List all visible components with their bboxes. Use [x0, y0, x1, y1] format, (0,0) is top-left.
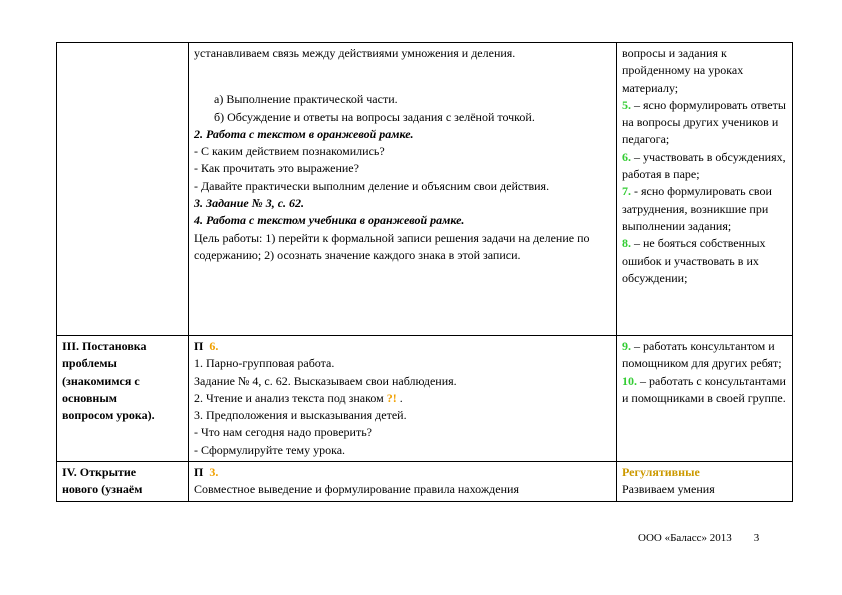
stage-title-line: вопросом урока). [62, 408, 155, 423]
footer-publisher: ООО «Баласс» 2013 [638, 532, 732, 544]
skill-text: – работать с консультантами и помощниками в своей группе. [622, 373, 786, 405]
stage-title-line: (знакомимся с [62, 373, 140, 388]
stage-title-line: нового (узнаём [62, 482, 143, 497]
stage-title-line: проблемы [62, 356, 117, 371]
page-footer [638, 532, 759, 544]
skill-text: – работать консультантом и помощником для других ребят; [622, 339, 782, 371]
skill-number: 5. [622, 97, 631, 112]
content-line: Задание № 4, с. 62. Высказываем свои наблюдения. [194, 373, 457, 388]
skill-number: 9. [622, 339, 631, 353]
sub-item-b: б) Обсуждение и ответы на вопросы задания с зелёной точкой. [214, 109, 535, 124]
stage-title-line: III. Постановка [62, 339, 147, 353]
marker-letter: П [194, 465, 204, 480]
sub-item-a: а) Выполнение практической части. [214, 92, 398, 107]
skill-number: 7. [622, 184, 631, 199]
stage-title-line: основным [62, 390, 117, 405]
task-heading: 2. Работа с текстом в оранжевой рамке. [194, 126, 414, 141]
task-heading: 3. Задание № 3, с. 62. [194, 196, 305, 211]
skill-text: – участвовать в обсуждениях, работая в паре; [622, 149, 786, 182]
content-cell [189, 336, 617, 462]
marker-line [194, 338, 611, 355]
marker-letter: П [194, 339, 204, 353]
goal-text: Цель работы: 1) перейти к формальной записи решения задачи на деление по содержанию; 2) осознать значение каждого знака в этой записи. [194, 230, 590, 262]
question-line: - Что нам сегодня надо проверить? [194, 425, 373, 440]
skills-cell [617, 462, 793, 502]
marker-line [194, 464, 611, 481]
skill-number: 8. [622, 236, 631, 251]
table-row [57, 336, 793, 462]
content-line: 1. Парно-групповая работа. [194, 356, 335, 371]
skills-cell [617, 336, 793, 462]
table-row [57, 43, 793, 336]
content-cell [189, 43, 617, 336]
skills-category-heading: Регулятивные [622, 465, 700, 480]
question-line: - Сформулируйте тему урока. [194, 442, 346, 457]
skill-number: 10. [622, 373, 637, 388]
skill-text: – ясно формулировать ответы на вопросы других учеников и педагога; [622, 97, 786, 147]
stage-cell [57, 462, 189, 502]
skills-intro: вопросы и задания к пройденному на уроках материалу; [622, 46, 744, 95]
content-cell [189, 462, 617, 502]
stage-title-line: IV. Открытие [62, 465, 137, 480]
skill-text: - ясно формулировать свои затруднения, возникшие при выполнении задания; [622, 184, 772, 233]
content-line: устанавливаем связь между действиями умножения и деления. [194, 46, 516, 60]
spacer [194, 62, 611, 91]
stage-cell [57, 43, 189, 336]
stage-cell [57, 336, 189, 462]
page-number: 3 [753, 532, 760, 544]
lesson-plan-table [56, 42, 793, 502]
task-heading: 4. Работа с текстом учебника в оранжевой рамке. [194, 213, 465, 228]
skills-cell [617, 43, 793, 336]
question-exclamation-sign: ?! [386, 390, 397, 405]
skill-text: – не бояться собственных ошибок и участвовать в их обсуждении; [622, 236, 766, 285]
skill-text: Развиваем умения [622, 482, 715, 497]
question-line: - С каким действием познакомились? [194, 144, 385, 159]
table-row [57, 462, 793, 502]
question-line: - Давайте практически выполним деление и объясним свои действия. [194, 178, 550, 193]
content-line: 2. Чтение и анализ текста под знаком ?! . [194, 390, 403, 405]
marker-number: 6. [209, 339, 219, 353]
content-line: Совместное выведение и формулирование правила нахождения [194, 482, 519, 497]
marker-number: 3. [209, 465, 219, 480]
content-line: 3. Предположения и высказывания детей. [194, 408, 407, 423]
question-line: - Как прочитать это выражение? [194, 161, 359, 176]
skill-number: 6. [622, 149, 631, 164]
